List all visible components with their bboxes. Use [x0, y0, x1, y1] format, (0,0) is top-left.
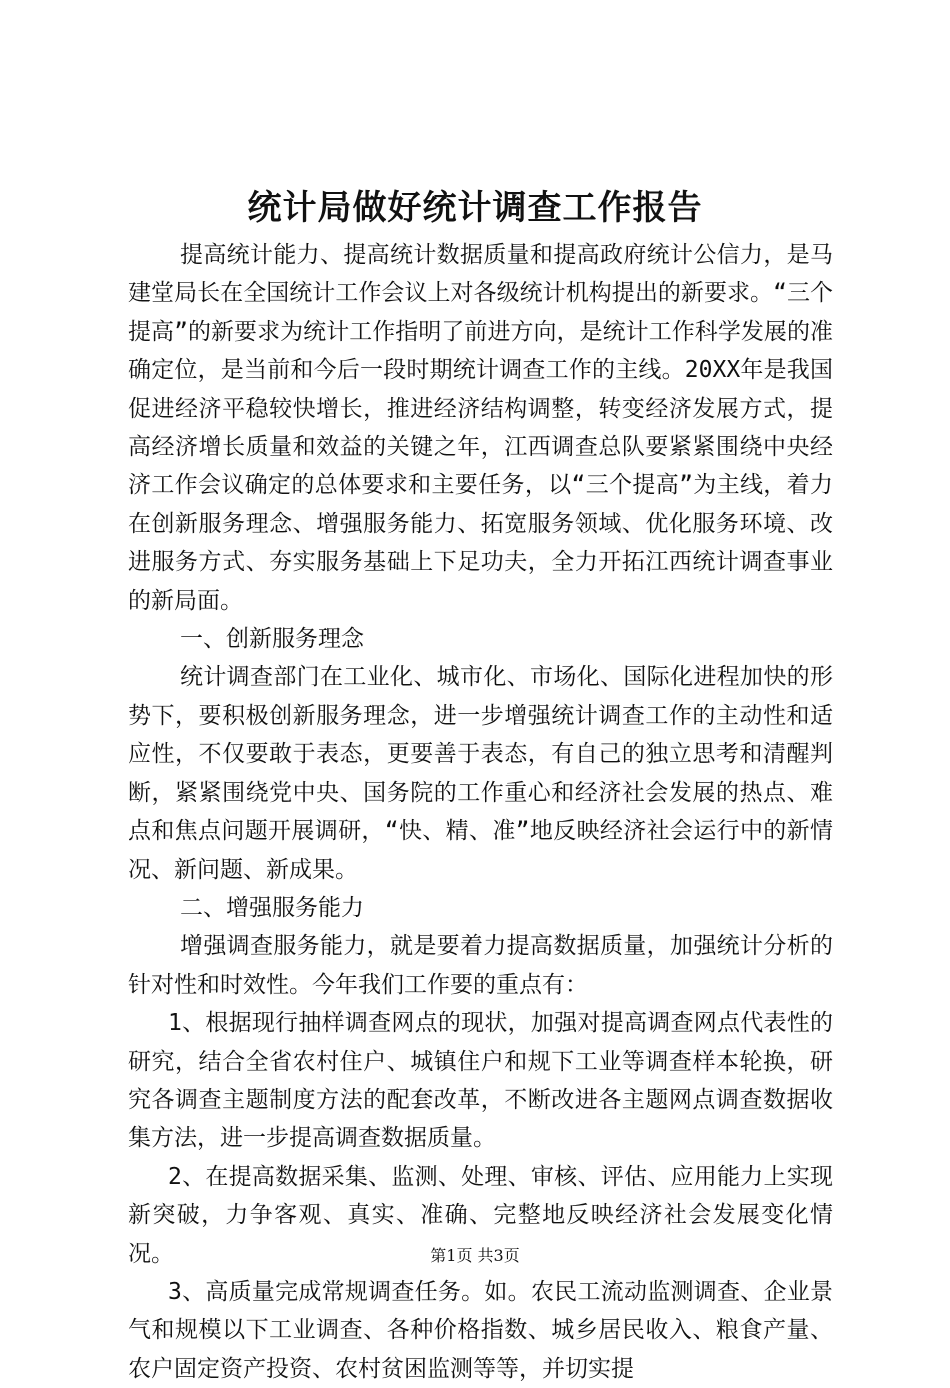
page-footer: 第1页 共3页 [430, 1246, 520, 1265]
section-paragraph-capacity: 增强调查服务能力，就是要着力提高数据质量，加强统计分析的针对性和时效性。今年我们工作要的重点有： [128, 933, 833, 998]
list-item-3: 3、高质量完成常规调查任务。如。农民工流动监测调查、企业景气和规模以下工业调查、各种价格指数、城乡居民收入、粮食产量、农户固定资产投资、农村贫困监测等等，并切实提 [128, 1278, 833, 1382]
section-paragraph-innovate: 统计调查部门在工业化、城市化、市场化、国际化进程加快的形势下，要积极创新服务理念，进一步增强统计调查工作的主动性和适应性，不仅要敢于表态，更要善于表态，有自己的独立思考和清醒判断，紧紧围绕党中央、国务院的工作重心和经济社会发展的热点、难点和焦点问题开展调研，“快、精、准”地反映经济社会运行中的新情况、新问题、新成果。 [128, 664, 833, 883]
section-heading-capacity: 二、增强服务能力 [180, 894, 364, 921]
intro-paragraph: 提高统计能力、提高统计数据质量和提高政府统计公信力，是马建堂局长在全国统计工作会议上对各级统计机构提出的新要求。“三个提高”的新要求为统计工作指明了前进方向，是统计工作科学发展的准确定位，是当前和今后一段时期统计调查工作的主线。20XX年是我国促进经济平稳较快增长，推进经济结构调整，转变经济发展方式，提高经济增长质量和效益的关键之年，江西调查总队要紧紧围绕中央经济工作会议确定的总体要求和主要任务，以“三个提高”为主线，着力在创新服务理念、增强服务能力、拓宽服务领域、优化服务环境、改进服务方式、夯实服务基础上下足功夫，全力开拓江西统计调查事业的新局面。 [128, 242, 833, 614]
document-body [128, 236, 833, 1388]
section-heading-innovate: 一、创新服务理念 [180, 626, 364, 653]
list-item-1: 1、根据现行抽样调查网点的现状，加强对提高调查网点代表性的研究，结合全省农村住户、城镇住户和规下工业等调查样本轮换，研究各调查主题制度方法的配套改革，不断改进各主题网点调查数据收集方法，进一步提高调查数据质量。 [128, 1010, 833, 1152]
list-item-2: 2、在提高数据采集、监测、处理、审核、评估、应用能力上实现新突破，力争客观、真实、准确、完整地反映经济社会发展变化情况。 [128, 1163, 833, 1267]
document-title: 统计局做好统计调查工作报告 [247, 188, 703, 228]
